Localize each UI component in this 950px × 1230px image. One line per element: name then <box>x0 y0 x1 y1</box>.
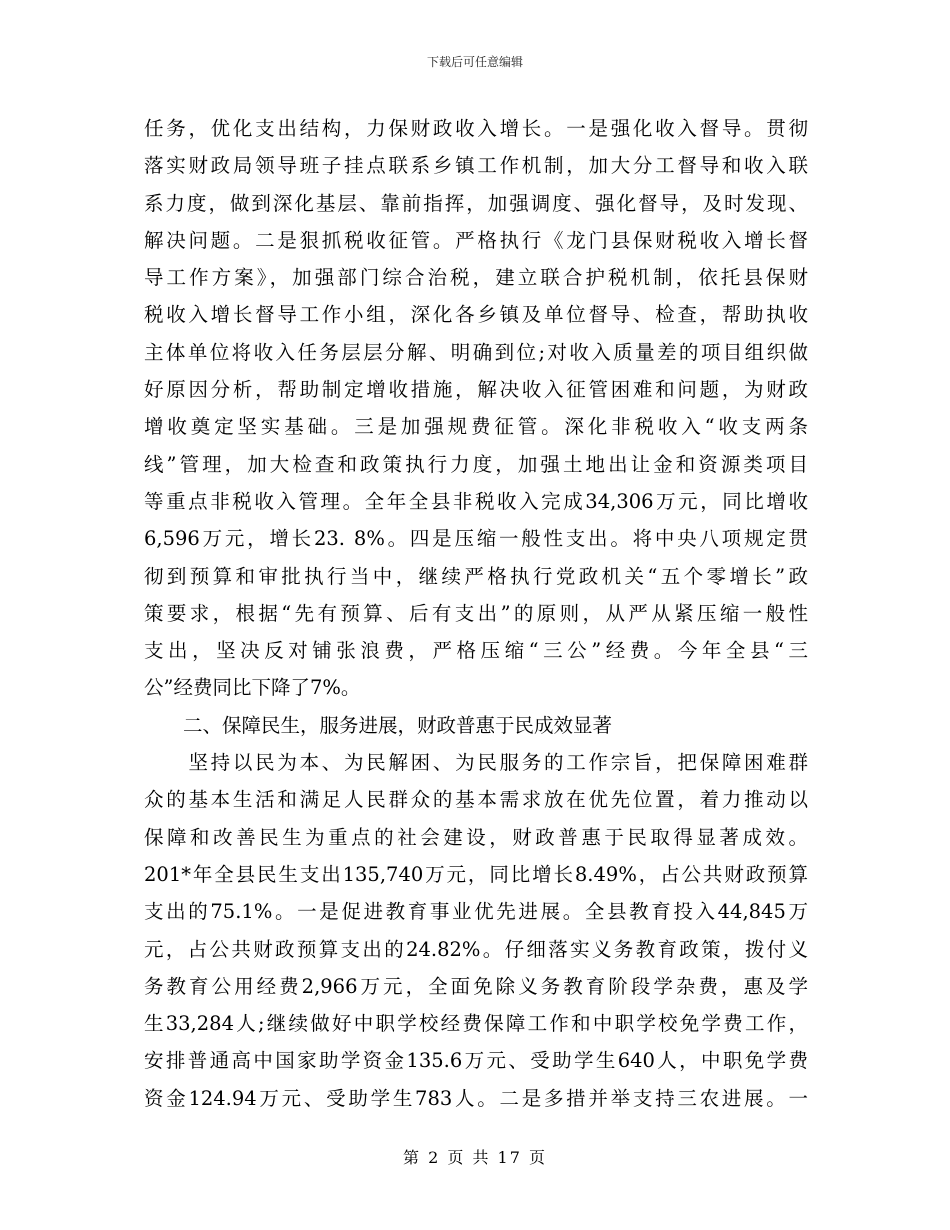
body-line: 生33,284人;继续做好中职学校经费保障工作和中职学校免学费工作， <box>144 1012 808 1036</box>
body-line: 元，占公共财政预算支出的24.82%。仔细落实义务教育政策，拨付义 <box>144 937 808 961</box>
document-body <box>144 110 808 1117</box>
body-line: 支出，坚决反对铺张浪费，严格压缩“三公”经费。今年全县“三 <box>144 639 808 663</box>
body-line: 税收入增长督导工作小组，深化各乡镇及单位督导、检查，帮助执收 <box>144 303 808 327</box>
body-line: 安排普通高中国家助学资金135.6万元、受助学生640人，中职免学费 <box>144 1049 808 1073</box>
page-header: 下载后可任意编辑 <box>426 55 523 69</box>
body-line: 落实财政局领导班子挂点联系乡镇工作机制，加大分工督导和收入联 <box>144 154 808 178</box>
body-line: 解决问题。二是狠抓税收征管。严格执行《龙门县保财税收入增长督 <box>144 228 808 252</box>
body-line: 增收奠定坚实基础。三是加强规费征管。深化非税收入“收支两条 <box>144 415 808 439</box>
body-line: 导工作方案》，加强部门综合治税，建立联合护税机制，依托县保财 <box>144 266 808 290</box>
body-line: 线”管理，加大检查和政策执行力度，加强土地出让金和资源类项目 <box>144 452 808 476</box>
paragraph-end-line: 公”经费同比下降了7%。 <box>144 676 361 700</box>
body-line: 等重点非税收入管理。全年全县非税收入完成34,306万元，同比增收 <box>144 489 808 513</box>
section-heading: 二、保障民生，服务进展，财政普惠于民成效显著 <box>144 713 613 737</box>
body-line: 6,596万元，增长23. 8%。四是压缩一般性支出。将中央八项规定贯 <box>144 527 808 551</box>
body-line: 支出的75.1%。一是促进教育事业优先进展。全县教育投入44,845万 <box>144 900 808 924</box>
body-line: 资金124.94万元、受助学生783人。二是多措并举支持三农进展。一 <box>144 1086 808 1110</box>
page-footer: 第 2 页 共 17 页 <box>403 1148 547 1167</box>
body-line: 坚持以民为本、为民解困、为民服务的工作宗旨，把保障困难群 <box>144 751 808 775</box>
body-line: 主体单位将收入任务层层分解、明确到位;对收入质量差的项目组织做 <box>144 340 808 364</box>
body-line: 好原因分析，帮助制定增收措施，解决收入征管困难和问题，为财政 <box>144 378 808 402</box>
body-line: 系力度，做到深化基层、靠前指挥，加强调度、强化督导，及时发现、 <box>144 191 808 215</box>
body-line: 策要求，根据“先有预算、后有支出”的原则，从严从紧压缩一般性 <box>144 601 808 625</box>
body-line: 保障和改善民生为重点的社会建设，财政普惠于民取得显著成效。 <box>144 825 808 849</box>
body-line: 众的基本生活和满足人民群众的基本需求放在优先位置，着力推动以 <box>144 788 808 812</box>
body-line: 任务，优化支出结构，力保财政收入增长。一是强化收入督导。贯彻 <box>144 117 808 140</box>
body-line: 201*年全县民生支出135,740万元，同比增长8.49%，占公共财政预算 <box>144 862 808 886</box>
body-line: 彻到预算和审批执行当中，继续严格执行党政机关“五个零增长”政 <box>144 564 808 588</box>
body-line: 务教育公用经费2,966万元，全面免除义务教育阶段学杂费，惠及学 <box>144 974 808 998</box>
